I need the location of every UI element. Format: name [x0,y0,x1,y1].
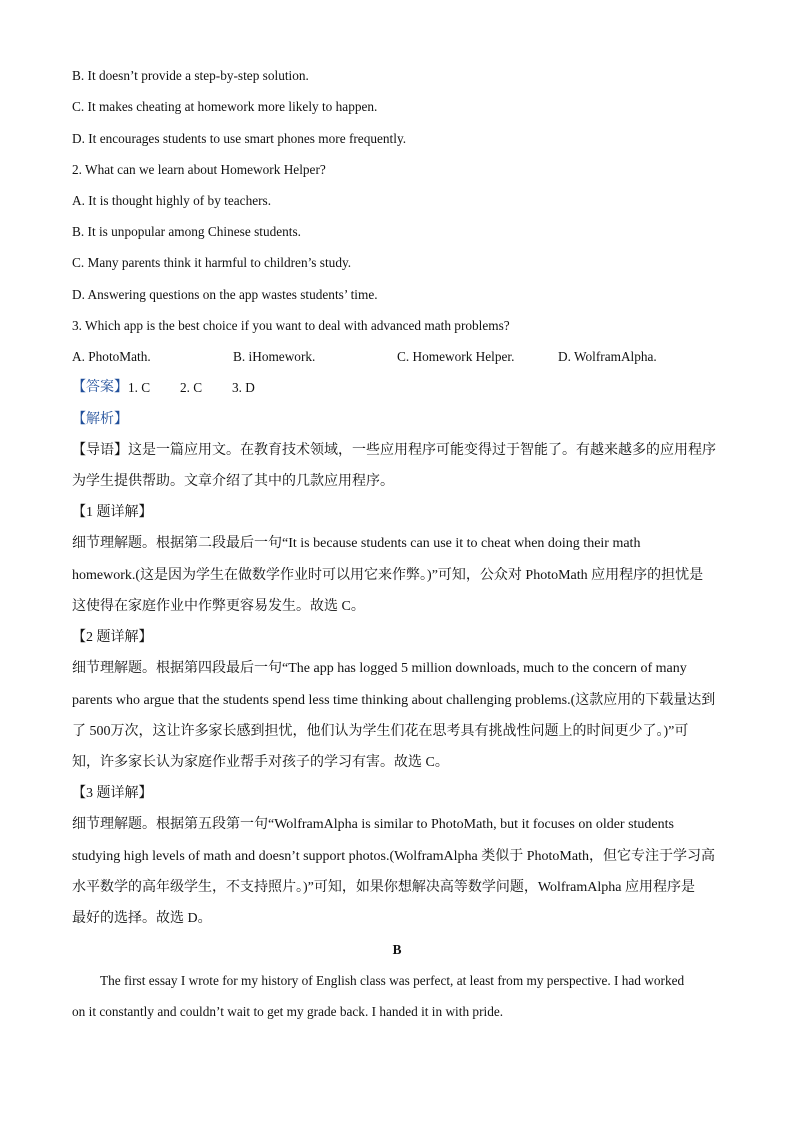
detail2-line-3: 了 500万次，这让许多家长感到担忧，他们认为学生们花在思考具有挑战性问题上的时间更少了。)”可 [72,724,689,739]
analysis-label: 【解析】 [72,412,128,427]
q3-question: 3. Which app is the best choice if you want to deal with advanced math problems? [72,318,510,333]
q2-option-b: B. It is unpopular among Chinese students. [72,224,301,239]
answer-3: 3. D [232,380,255,395]
section-b-line-2: on it constantly and couldn’t wait to get my grade back. I handed it in with pride. [72,1004,504,1019]
detail3-heading: 【3 题详解】 [72,786,153,801]
detail3-line-3: 水平数学的高年级学生，不支持照片。)”可知，如果你想解决高等数学问题，WolframAlpha 应用程序是 [72,880,695,895]
q3-option-a: A. PhotoMath. [72,349,151,364]
q1-option-b: B. It doesn’t provide a step-by-step solution. [72,68,309,83]
q3-options [72,348,724,366]
section-b-heading: B [392,942,402,957]
detail2-line-4: 知，许多家长认为家庭作业帮手对孩子的学习有害。故选 C。 [72,755,449,770]
detail2-heading: 【2 题详解】 [72,630,153,645]
detail1-line-3: 这使得在家庭作业中作弊更容易发生。故选 C。 [72,599,365,614]
q2-option-a: A. It is thought highly of by teachers. [72,193,272,208]
q2-question: 2. What can we learn about Homework Helper? [72,162,326,177]
q1-option-c: C. It makes cheating at homework more likely to happen. [72,99,378,114]
answer-label: 【答案】 [72,380,128,395]
answer-line [72,379,724,397]
answer-1: 1. C [128,380,151,395]
detail3-line-4: 最好的选择。故选 D。 [72,911,212,926]
q3-option-b: B. iHomework. [233,349,316,364]
guide-line-1: 【导语】这是一篇应用文。在教育技术领域，一些应用程序可能变得过于智能了。有越来越多的应用程序 [72,443,716,458]
detail1-line-2: homework.(这是因为学生在做数学作业时可以用它来作弊。)”可知，公众对 PhotoMath 应用程序的担忧是 [72,568,704,583]
detail2-line-1: 细节理解题。根据第四段最后一句“The app has logged 5 million downloads, much to the concern of many [72,661,687,676]
detail1-heading: 【1 题详解】 [72,505,153,520]
q3-option-d: D. WolframAlpha. [558,349,657,364]
detail1-line-1: 细节理解题。根据第二段最后一句“It is because students can use it to cheat when doing their math [72,536,641,551]
guide-line-2: 为学生提供帮助。文章介绍了其中的几款应用程序。 [72,474,394,489]
detail3-line-1: 细节理解题。根据第五段第一句“WolframAlpha is similar to PhotoMath, but it focuses on older students [72,817,674,832]
q2-option-c: C. Many parents think it harmful to children’s study. [72,255,352,270]
detail2-line-2: parents who argue that the students spend less time thinking about challenging problems.(这款应用的下载量达到 [72,693,716,708]
q2-option-d: D. Answering questions on the app wastes students’ time. [72,287,378,302]
q3-option-c: C. Homework Helper. [397,349,515,364]
detail3-line-2: studying high levels of math and doesn’t support photos.(WolframAlpha 类似于 PhotoMath，但它专注于学习高 [72,849,715,864]
answer-2: 2. C [180,380,203,395]
section-b-line-1: The first essay I wrote for my history of English class was perfect, at least from my perspective. I had worked [100,973,685,988]
q1-option-d: D. It encourages students to use smart phones more frequently. [72,131,407,146]
